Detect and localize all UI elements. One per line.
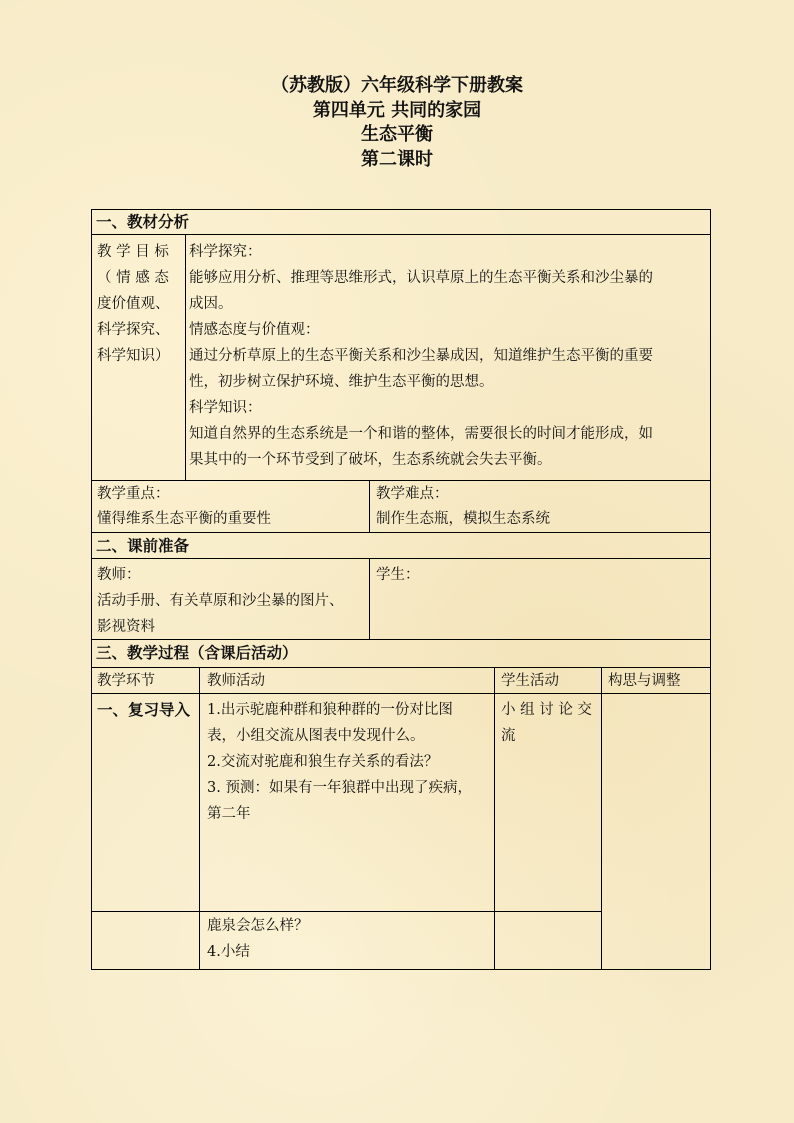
teacher-activity: 1.出示驼鹿种群和狼种群的一份对比图 [207, 702, 453, 718]
attitude-text: 性，初步树立保护环境、维护生态平衡的思想。 [189, 374, 494, 390]
student-activity: 小 组 讨 论 交 [501, 702, 592, 718]
goal-label: 科学探究、 [97, 322, 170, 338]
teacher-prep-label: 教师： [97, 567, 141, 583]
section-heading-materials: 一、教材分析 [96, 212, 190, 231]
attitude-text: 通过分析草原上的生态平衡关系和沙尘暴成因，知道维护生态平衡的重要 [189, 348, 653, 364]
teacher-prep-text: 活动手册、有关草原和沙尘暴的图片、 [97, 593, 344, 609]
section-heading-preparation: 二、课前准备 [96, 536, 190, 555]
section-heading-process: 三、教学过程（含课后活动） [96, 643, 298, 662]
teacher-activity: 表，小组交流从图表中发现什么。 [207, 728, 425, 744]
column-header: 教学环节 [97, 673, 155, 689]
teacher-activity-continued: 鹿泉会怎么样？ [207, 918, 309, 934]
difficulty-text: 制作生态瓶，模拟生态系统 [376, 511, 550, 527]
inquiry-title: 科学探究： [189, 244, 262, 260]
goal-label: 教 学 目 标 [97, 244, 169, 260]
knowledge-title: 科学知识： [189, 400, 262, 416]
unit-title: 第四单元 共同的家园 [312, 99, 482, 121]
lesson-title: 生态平衡 [361, 124, 433, 145]
teacher-prep-text: 影视资料 [97, 619, 155, 635]
goal-label: 度价值观、 [97, 296, 170, 312]
teacher-activity: 2.交流对驼鹿和狼生存关系的看法？ [207, 754, 439, 770]
teacher-activity: 3. 预测：如果有一年狼群中出现了疾病， [207, 780, 472, 796]
goal-label: （ 情 感 态 [97, 270, 169, 286]
period-title: 第二课时 [361, 148, 433, 170]
column-header: 教师活动 [207, 673, 265, 689]
difficulty-label: 教学难点： [376, 486, 449, 502]
teacher-activity: 第二年 [207, 806, 251, 822]
student-prep-label: 学生： [376, 567, 420, 583]
inquiry-text: 成因。 [189, 296, 233, 312]
knowledge-text: 知道自然界的生态系统是一个和谐的整体，需要很长的时间才能形成，如 [189, 426, 653, 442]
teacher-activity-continued: 4.小结 [207, 944, 250, 960]
goal-label: 科学知识） [97, 348, 170, 364]
column-header: 构思与调整 [608, 673, 681, 689]
title-block [0, 74, 794, 172]
focus-text: 懂得维系生态平衡的重要性 [97, 511, 271, 527]
inquiry-text: 能够应用分析、推理等思维形式，认识草原上的生态平衡关系和沙尘暴的 [189, 270, 653, 286]
knowledge-text: 果其中的一个环节受到了破坏，生态系统就会失去平衡。 [189, 452, 552, 468]
stage-label: 一、复习导入 [97, 700, 191, 719]
column-header: 学生活动 [501, 673, 559, 689]
lesson-plan-table [91, 209, 711, 970]
doc-title: （苏教版）六年级科学下册教案 [271, 75, 523, 96]
student-activity: 流 [501, 728, 516, 744]
focus-label: 教学重点： [97, 486, 170, 502]
attitude-title: 情感态度与价值观： [189, 322, 320, 338]
